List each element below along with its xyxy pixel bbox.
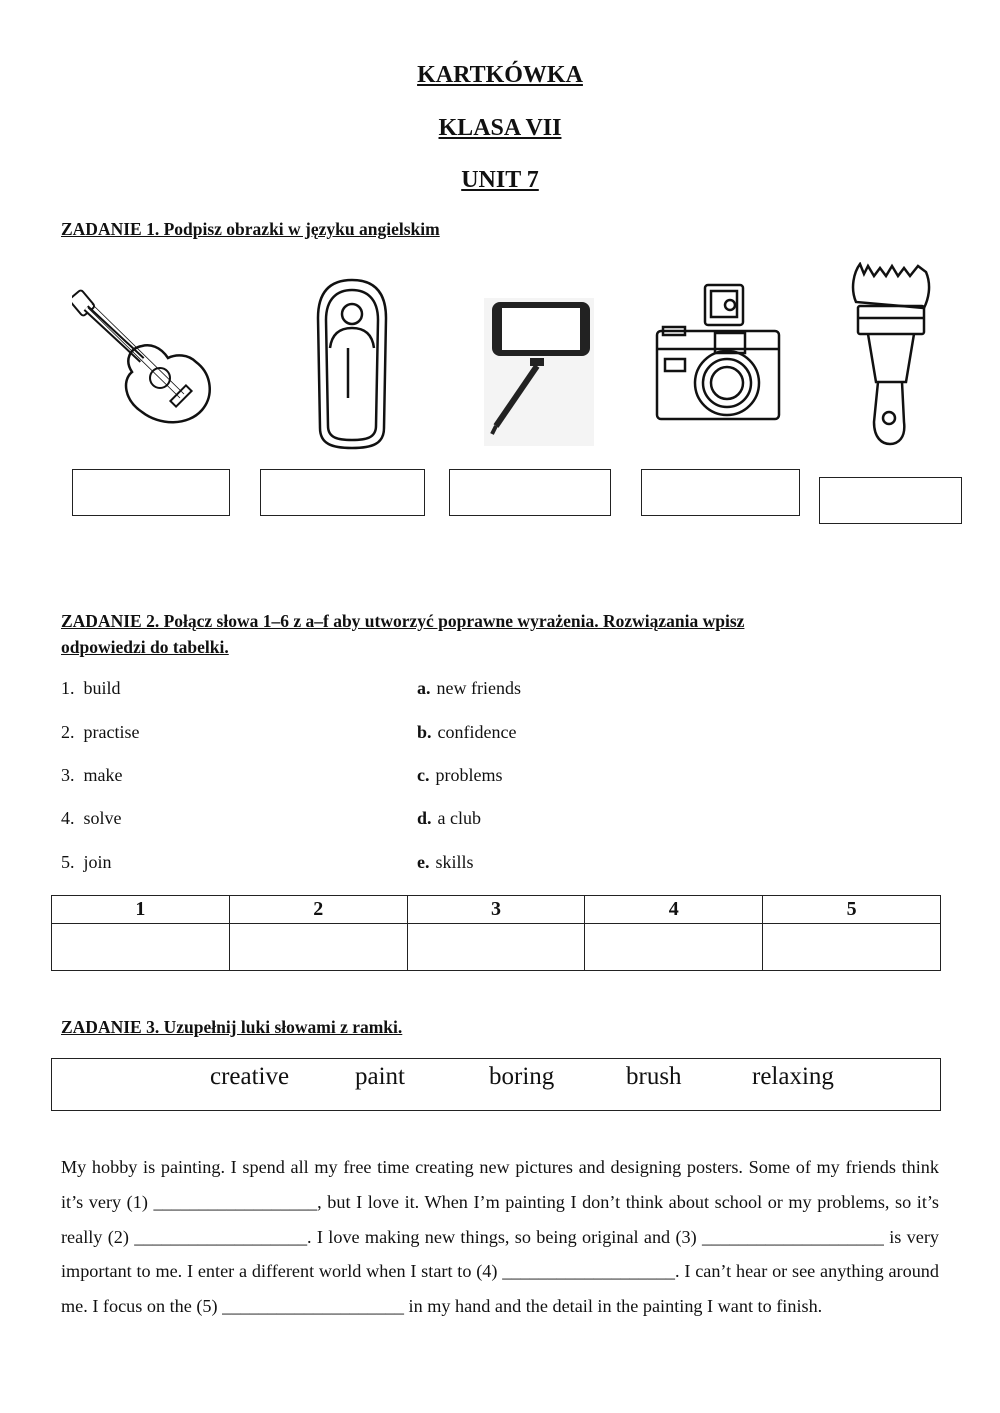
answer-table-input-row	[52, 924, 941, 971]
right-item-word: confidence	[437, 722, 517, 742]
answer-box-camera[interactable]	[641, 469, 800, 516]
class-label: KLASA VII	[438, 115, 562, 141]
answer-cell-1[interactable]	[52, 924, 230, 971]
right-item-letter: c.	[417, 765, 430, 785]
right-item-word: skills	[435, 852, 474, 872]
guitar-icon	[72, 288, 217, 433]
word-box	[51, 1058, 941, 1111]
left-item-word: make	[83, 765, 123, 785]
answer-table-header: 1	[52, 896, 230, 924]
left-item-word: build	[83, 678, 121, 698]
left-item-num: 1.	[61, 678, 75, 698]
right-item-word: a club	[437, 808, 481, 828]
left-item-num: 2.	[61, 722, 75, 742]
word-box-item: boring	[489, 1063, 555, 1090]
right-item-letter: d.	[417, 808, 432, 828]
left-item-num: 4.	[61, 808, 75, 828]
answer-cell-5[interactable]	[763, 924, 941, 971]
right-item-word: problems	[435, 765, 503, 785]
right-item	[417, 722, 516, 743]
answer-box-sleeping-bag[interactable]	[260, 469, 425, 516]
gap-fill-paragraph: My hobby is painting. I spend all my free time creating new pictures and designing posters. Some of my friends think it’s very (1) __________________, but I love it. When I’m painting I don’t think about school or my problems, so it’s really (2) ___________________. I love making new things, so being original and (3) ____________________ is very important to me. I enter a different world when I start to (4) ___________________. I can’t hear or see anything around me. I focus on the (5) ____________________ in my hand and the detail in the painting I want to finish.	[61, 1157, 939, 1317]
answer-cell-4[interactable]	[585, 924, 763, 971]
answer-table-header-row	[52, 896, 941, 924]
word-box-item: brush	[626, 1063, 682, 1090]
answer-table-header: 5	[763, 896, 941, 924]
word-box-item: relaxing	[752, 1063, 834, 1090]
task1-heading: ZADANIE 1. Podpisz obrazki w języku angielskim	[61, 219, 440, 239]
left-item	[61, 722, 139, 743]
right-item-letter: b.	[417, 722, 432, 742]
right-item-word: new friends	[436, 678, 521, 698]
word-box-item: creative	[210, 1063, 290, 1090]
word-box-item: paint	[355, 1063, 405, 1090]
left-item-word: practise	[83, 722, 140, 742]
selfie-stick-icon	[484, 298, 594, 446]
right-item	[417, 808, 481, 829]
unit-label: UNIT 7	[461, 167, 539, 193]
answer-box-guitar[interactable]	[72, 469, 230, 516]
task3-heading: ZADANIE 3. Uzupełnij luki słowami z ramki.	[61, 1017, 403, 1037]
task2-heading	[61, 608, 744, 660]
answer-table-header: 3	[407, 896, 585, 924]
sleeping-bag-icon	[312, 278, 392, 450]
left-item-word: join	[83, 852, 112, 872]
answer-cell-3[interactable]	[407, 924, 585, 971]
answer-cell-2[interactable]	[229, 924, 407, 971]
answer-box-selfie-stick[interactable]	[449, 469, 611, 516]
answer-table-header: 2	[229, 896, 407, 924]
page-title: KARTKÓWKA	[417, 62, 583, 88]
left-item	[61, 678, 121, 699]
answer-box-paintbrush[interactable]	[819, 477, 962, 524]
right-item	[417, 852, 474, 873]
left-item-num: 3.	[61, 765, 75, 785]
answer-table-header: 4	[585, 896, 763, 924]
task2-heading-line2: odpowiedzi do tabelki.	[61, 637, 229, 657]
right-item-letter: a.	[417, 678, 431, 698]
task2-heading-line1: ZADANIE 2. Połącz słowa 1–6 z a–f aby utworzyć poprawne wyrażenia. Rozwiązania wpisz	[61, 611, 745, 631]
left-item-word: solve	[83, 808, 122, 828]
answer-table	[51, 895, 941, 971]
right-item-letter: e.	[417, 852, 430, 872]
right-item	[417, 678, 521, 699]
right-item	[417, 765, 503, 786]
left-item	[61, 765, 122, 786]
left-item	[61, 852, 112, 873]
camera-icon	[655, 283, 783, 425]
paintbrush-icon	[846, 262, 934, 446]
left-item-num: 5.	[61, 852, 75, 872]
left-item	[61, 808, 122, 829]
